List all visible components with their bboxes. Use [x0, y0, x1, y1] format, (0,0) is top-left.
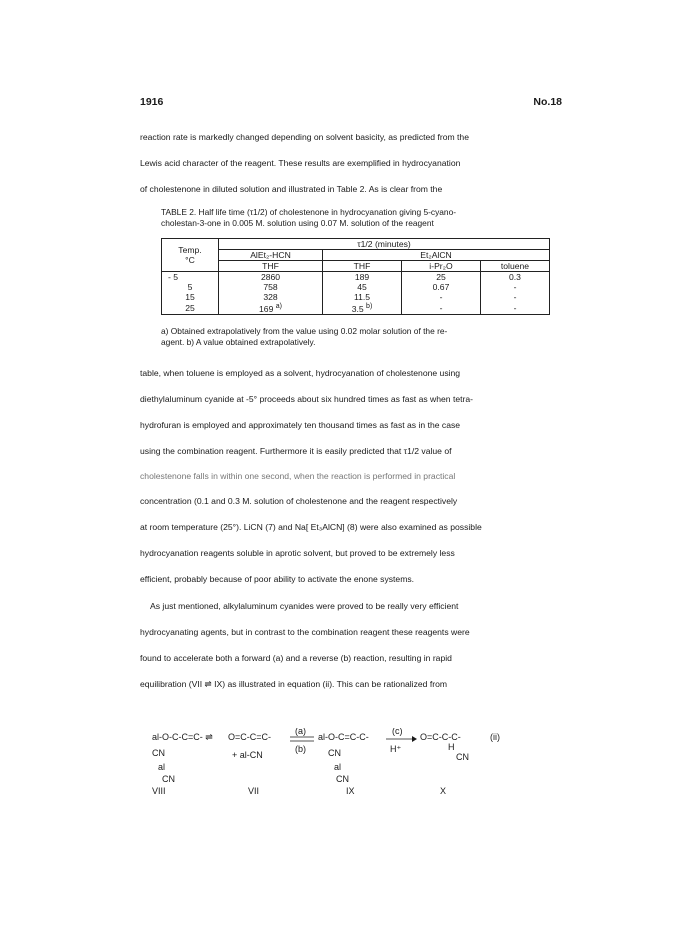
compound-label-x: X	[440, 786, 447, 796]
arrow-b-label: (b)	[295, 744, 306, 754]
equation-number: (ii)	[490, 732, 500, 742]
cell-value: 45	[323, 282, 402, 292]
cell-value: 25	[402, 272, 481, 283]
cell-value: 328	[219, 292, 323, 302]
plus-al-cn: + al-CN	[232, 750, 263, 760]
text-line: hydrocyanation reagents soluble in aprotic solvent, but proved to be extremely less	[140, 548, 455, 558]
cn-label: CN	[456, 752, 469, 762]
structure-viii: al-O-C-C=C- ⇌	[152, 732, 213, 742]
text-line: reaction rate is markedly changed depending on solvent basicity, as predicted from the	[140, 132, 469, 142]
cell-temp: - 5	[162, 272, 219, 283]
cell-value: -	[481, 292, 550, 302]
text-line: of cholestenone in diluted solution and illustrated in Table 2. As is clear from the	[140, 184, 443, 194]
arrow-head	[412, 736, 417, 742]
col-solvent-b2: i-Pr₂O	[402, 261, 481, 272]
text-line: using the combination reagent. Furthermore it is easily predicted that τ1/2 value of	[140, 446, 452, 456]
table-row	[162, 292, 550, 302]
cell-temp: 5	[162, 282, 219, 292]
proton-label: H⁺	[390, 744, 402, 754]
col-temp-label: Temp.	[178, 245, 202, 255]
col-solvent-b3: toluene	[481, 261, 550, 272]
compound-label-ix: IX	[346, 786, 355, 796]
cell-text: 169	[259, 303, 274, 314]
cn-label: CN	[162, 774, 175, 784]
text-line: cholestenone falls in within one second, when the reaction is performed in practical	[140, 471, 456, 481]
text-line: hydrocyanating agents, but in contrast to the combination reagent these reagents were	[140, 627, 470, 637]
table-row	[162, 272, 550, 283]
al-label: al	[334, 762, 342, 772]
page-number: 1916	[140, 96, 164, 108]
text-line: efficient, probably because of poor ability to activate the enone systems.	[140, 574, 415, 584]
cell-value: -	[402, 292, 481, 302]
cell-value: 2860	[219, 272, 323, 283]
structure-x: O=C-C-C-	[420, 732, 461, 742]
footnote-mark-b: b)	[366, 303, 373, 310]
cell-temp: 15	[162, 292, 219, 302]
cell-value	[323, 302, 402, 314]
arrow-c-label: (c)	[392, 728, 403, 736]
text-line: concentration (0.1 and 0.3 M. solution of cholestenone and the reagent respectively	[140, 496, 458, 506]
cell-value	[219, 302, 323, 314]
compound-label-viii: VIII	[152, 786, 166, 796]
cn-label: CN	[152, 748, 165, 758]
structure-ix: al-O-C=C-C-	[318, 732, 369, 742]
col-reagent-b: Et₂AlCN	[323, 250, 550, 261]
col-temp-unit: °C	[185, 255, 195, 265]
text-line: at room temperature (25°). LiCN (7) and Na[ Et₃AlCN] (8) were also examined as possible	[140, 522, 482, 532]
table-note: a) Obtained extrapolatively from the value using 0.02 molar solution of the re-	[161, 326, 448, 336]
structure-vii: O=C-C=C-	[228, 732, 272, 742]
table-note: agent. b) A value obtained extrapolatively.	[161, 337, 316, 347]
col-reagent-a: AlEt₂-HCN	[219, 250, 323, 261]
table-caption: TABLE 2. Half life time (τ1/2) of cholestenone in hydrocyanation giving 5-cyano-	[161, 207, 457, 217]
text-line: diethylaluminum cyanide at -5° proceeds about six hundred times as fast as when tetra-	[140, 394, 474, 404]
cn-label: CN	[336, 774, 349, 784]
journal-number: No.18	[533, 96, 562, 108]
cell-value: 0.67	[402, 282, 481, 292]
cell-value: 0.3	[481, 272, 550, 283]
cn-label: CN	[328, 748, 341, 758]
col-temp	[162, 239, 219, 272]
col-group-half-life: τ1/2 (minutes)	[219, 239, 550, 250]
table-caption: cholestan-3-one in 0.005 M. solution using 0.07 M. solution of the reagent	[161, 218, 434, 228]
text-line: equilibration (VII ⇌ IX) as illustrated in equation (ii). This can be rationalized from	[140, 679, 448, 689]
table-2	[161, 238, 550, 315]
cell-text: 3.5	[351, 303, 364, 314]
compound-label-vii: VII	[248, 786, 260, 796]
cell-value: -	[481, 302, 550, 314]
equation-ii	[150, 728, 560, 808]
text-line: table, when toluene is employed as a solvent, hydrocyanation of cholestenone using	[140, 368, 461, 378]
footnote-mark-a: a)	[275, 303, 282, 310]
text-line: hydrofuran is employed and approximately ten thousand times as fast as in the case	[140, 420, 461, 430]
cell-temp: 25	[162, 302, 219, 314]
al-label: al	[158, 762, 166, 772]
text-line: As just mentioned, alkylaluminum cyanides were proved to be really very efficient	[150, 601, 459, 611]
cell-value: 758	[219, 282, 323, 292]
cell-value: 189	[323, 272, 402, 283]
table-row	[162, 302, 550, 314]
text-line: found to accelerate both a forward (a) and a reverse (b) reaction, resulting in rapid	[140, 653, 452, 663]
col-solvent-a: THF	[219, 261, 323, 272]
h-label: H	[448, 742, 455, 752]
col-solvent-b1: THF	[323, 261, 402, 272]
text-line: Lewis acid character of the reagent. These results are exemplified in hydrocyanation	[140, 158, 461, 168]
cell-value: 11.5	[323, 292, 402, 302]
cell-value: -	[481, 282, 550, 292]
cell-value: -	[402, 302, 481, 314]
table-row	[162, 282, 550, 292]
arrow-a-label: (a)	[295, 728, 306, 736]
